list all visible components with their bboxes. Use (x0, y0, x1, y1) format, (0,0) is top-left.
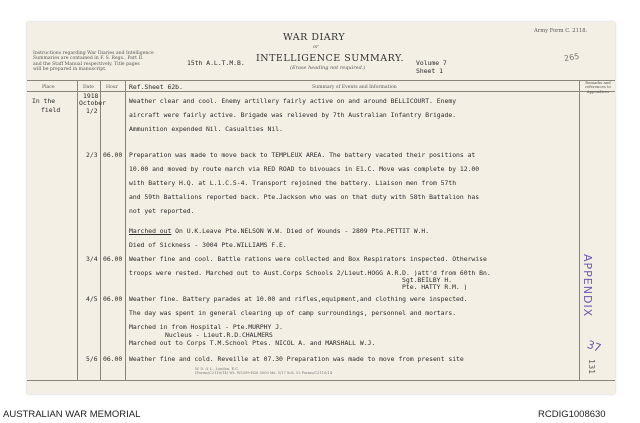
marched-out-label: Marched out (129, 227, 172, 235)
summary-line: troops were rested. Marched out to Aust.Corps Schools 2/Lieut.HOGG A.R.D. )att'd from 60th Bn. (129, 269, 491, 277)
table-header-rule (27, 91, 615, 92)
printer-imprint (195, 367, 332, 375)
place-line: field (41, 106, 61, 114)
summary-line: Weather fine and cool. Battle rations were collected and Box Respirators inspected. Otherwise (129, 255, 487, 263)
sheet-number: Sheet 1 (416, 67, 443, 75)
instructions-text (33, 51, 154, 73)
summary-line: Ammunition expended Nil. Casualties Nil. (129, 125, 283, 133)
diary-sheet (27, 22, 615, 394)
hour-entry: 06.00 (103, 255, 123, 263)
title-or: or (313, 44, 319, 50)
column-header-place: Place (42, 85, 55, 90)
year: 1918 (83, 92, 99, 100)
reference-sheet: Ref.Sheet 62b. (129, 83, 183, 91)
summary-remarks-divider (579, 80, 580, 380)
summary-line: Weather fine. Battery parades at 10.00 and rifles,equipment,and clothing were inspected. (129, 295, 468, 303)
summary-line (129, 227, 429, 235)
imprint-line: (Forms/C2118/14) Wt. W5399-H26 5000 Ms. 5/17 Sch. 52 Forms/C2118/14 (195, 371, 333, 376)
summary-line-rest: On U.K.Leave Pte.NELSON W.W. Died of Wounds - 2809 Pte.PETTIT W.H. (171, 227, 430, 235)
month: October (79, 99, 106, 107)
erase-note: (Erase heading not required.) (290, 65, 366, 71)
date-entry: 3/4 (86, 255, 98, 263)
instructions-line: and the Staff Manual respectively. Title pages (33, 61, 140, 67)
column-header-hour: Hour (106, 85, 118, 90)
date-entry: 4/5 (86, 295, 98, 303)
army-form-number: Army Form C. 2118. (534, 28, 588, 34)
title-intelligence-summary: INTELLIGENCE SUMMARY. (256, 53, 405, 64)
unit-name: 15th A.L.T.M.B. (187, 59, 245, 67)
instructions-line: Instructions regarding War Diaries and Intelligence (33, 51, 154, 56)
summary-line: Sgt.BEILBY H. (402, 276, 453, 284)
instructions-line: Summaries are contained in F. S. Regs., Part II. (33, 56, 144, 62)
page-number: 131 (587, 359, 596, 375)
column-header-date: Date (83, 85, 94, 90)
table-bottom-rule (27, 380, 615, 381)
summary-line: Marched out to Corps T.M.School Ptes. NICOL A. and MARSHALL W.J. (129, 339, 376, 347)
date-hour-divider (100, 80, 101, 380)
hour-entry: 06.00 (103, 295, 123, 303)
imprint-line: W. D. & L., London, E.C. (195, 367, 239, 371)
summary-line: Preparation was made to move back to TEMPLEUX AREA. The battery vacated their positions at (129, 151, 476, 159)
summary-line: with Battery H.Q. at L.1.C.5-4. Transport rejoined the battery. Liaison men from 57th (129, 179, 457, 187)
record-id: RCDIG1008630 (538, 409, 606, 420)
date-entry: 1/2 (86, 107, 98, 115)
volume-number: Volume 7 (416, 59, 447, 67)
hour-entry: 06.00 (103, 355, 123, 363)
summary-line: Nucleus - Lieut.R.D.CHALMERS (165, 331, 273, 339)
date-entry: 5/6 (86, 355, 98, 363)
instructions-line: will be prepared in manuscript. (33, 67, 107, 73)
summary-line: The day was spent in general clearing up of camp surroundings, personnel and mortars. (129, 309, 457, 317)
summary-line: Pte. HATTY R.M. ) (402, 283, 468, 291)
summary-line: and 59th Battalions reported back. Pte.Jackson who was on that duty with 58th Battalion has (129, 193, 480, 201)
date-entry: 2/3 (86, 151, 98, 159)
table-top-rule (27, 80, 615, 81)
appendix-number: 37 (585, 337, 603, 356)
title-war-diary: WAR DIARY (283, 32, 346, 43)
hour-summary-divider (125, 80, 126, 380)
place-line: In the (32, 97, 56, 105)
summary-line: Weather clear and cool. Enemy artillery fairly active on and around BELLICOURT. Enemy (129, 97, 457, 105)
hour-entry: 06.00 (103, 151, 123, 159)
place-date-divider (77, 80, 78, 380)
summary-line: Died of Sickness - 3004 Pte.WILLIAMS F.E. (129, 241, 287, 249)
archive-name: AUSTRALIAN WAR MEMORIAL (3, 409, 141, 420)
appendix-stamp: APPENDIX (581, 254, 594, 318)
summary-line: aircraft were fairly active. Brigade was relieved by 7th Australian Infantry Brigade. (129, 111, 457, 119)
column-header-remarks: Remarks and references to Appendices (585, 80, 611, 94)
summary-line: Marched in from Hospital - Pte.MURPHY J. (129, 323, 283, 331)
summary-line: 10.00 and moved by route march via RED ROAD to bivouacs in E1.C. Move was complete by 12.00 (129, 165, 480, 173)
handwritten-folio-number: 265 (563, 51, 580, 64)
column-header-summary: Summary of Events and Information (312, 85, 397, 90)
summary-line: not yet reported. (129, 207, 195, 215)
summary-line: Weather fine and cold. Reveille at 07.30 Preparation was made to move from present site (129, 355, 464, 363)
